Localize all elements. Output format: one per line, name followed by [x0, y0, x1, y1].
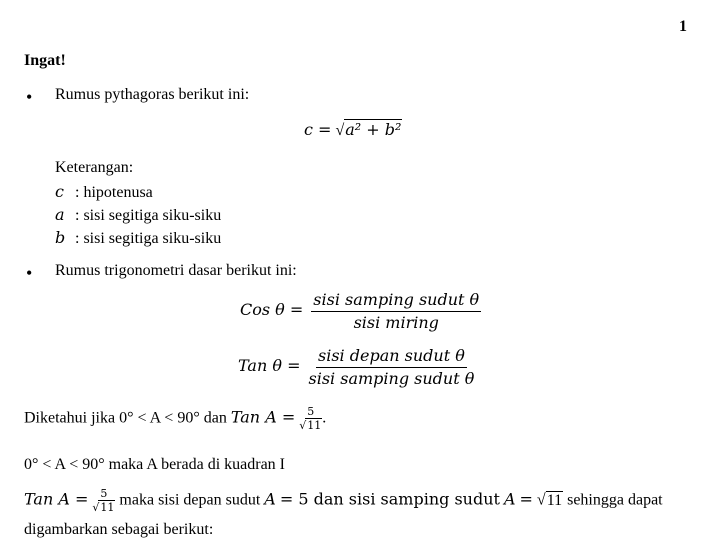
conclusion-text1: maka sisi depan sudut — [119, 491, 261, 509]
tan-fraction — [308, 347, 474, 388]
cos-fraction — [311, 291, 481, 332]
given-numerator: 5 — [307, 405, 315, 418]
sqrt-icon: √ — [335, 122, 345, 139]
cos-lhs: Cos θ = — [240, 300, 304, 320]
quadrant-line: 0° < A < 90° maka A berada di kuadran I — [24, 456, 286, 473]
conclusion-line — [24, 488, 663, 514]
keterangan-item — [55, 182, 153, 202]
cos-numerator: sisi samping sudut θ — [311, 291, 481, 312]
sqrt-icon: √ — [536, 491, 546, 509]
tan-lhs: Tan θ = — [238, 356, 301, 376]
keterangan-var: c — [55, 182, 64, 201]
page-number: 1 — [679, 18, 687, 35]
heading: Ingat! — [24, 52, 66, 69]
conclusion-sqrt: 11 — [546, 491, 563, 509]
conclusion-denominator: √11 — [92, 501, 115, 514]
keterangan-var: a — [55, 205, 65, 224]
keterangan-desc: : hipotenusa — [75, 184, 153, 201]
given-fraction — [299, 406, 322, 432]
bullet-text-trigonometri: Rumus trigonometri dasar berikut ini: — [55, 262, 297, 279]
conclusion-eq2: = — [519, 489, 533, 509]
conclusion-fraction — [92, 488, 115, 514]
sqrt-icon: √ — [92, 501, 100, 514]
keterangan-var: b — [55, 228, 66, 247]
keterangan-desc: : sisi segitiga siku-siku — [75, 230, 222, 247]
keterangan-item — [55, 205, 221, 225]
conclusion-numerator: 5 — [100, 487, 108, 500]
given-prefix: Diketahui jika 0° < A < 90° dan — [24, 409, 227, 427]
conclusion-text2: sehingga dapat — [567, 491, 663, 509]
conclusion-var2: A — [503, 489, 516, 509]
conclusion-eq1: = 5 dan sisi samping sudut — [279, 489, 500, 509]
keterangan-item — [55, 228, 221, 248]
bullet-text-pythagoras: Rumus pythagoras berikut ini: — [55, 86, 250, 103]
sqrt-icon: √ — [299, 419, 307, 432]
conclusion-tan-lhs: Tan A = — [24, 489, 89, 509]
tan-denominator: sisi samping sudut θ — [308, 369, 475, 388]
conclusion-var1: A — [264, 489, 276, 509]
formula-lhs: c = — [304, 120, 332, 139]
keterangan-desc: : sisi segitiga siku-siku — [75, 207, 222, 224]
conclusion-line2: digambarkan sebagai berikut: — [24, 521, 214, 538]
bullet-dot: • — [26, 87, 33, 107]
cos-formula — [240, 291, 481, 332]
tan-numerator: sisi depan sudut θ — [316, 347, 467, 368]
keterangan-title: Keterangan: — [55, 159, 134, 176]
pythagoras-formula — [304, 120, 402, 140]
tan-formula — [238, 347, 474, 388]
given-line — [24, 406, 326, 432]
given-suffix: . — [322, 409, 327, 427]
formula-radicand: a² + b² — [345, 120, 402, 139]
bullet-dot: • — [26, 263, 33, 283]
cos-denominator: sisi miring — [353, 313, 439, 332]
given-tan-lhs: Tan A = — [230, 407, 296, 427]
given-denominator: √11 — [299, 419, 322, 432]
